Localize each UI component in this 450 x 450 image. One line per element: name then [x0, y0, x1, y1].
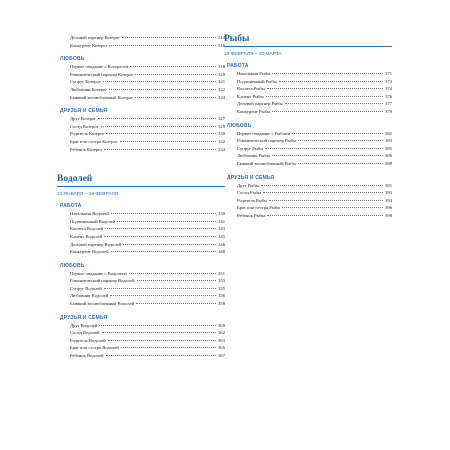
section-heading-family: ДРУЗЬЯ И СЕМЬЯ	[60, 108, 108, 115]
toc-entry-title: Ребенок Рыбы	[237, 212, 266, 218]
toc-entry-page-number: 324	[218, 94, 225, 100]
dot-leader	[109, 89, 216, 90]
toc-entry-title: Конкурент Козерог	[70, 42, 108, 48]
toc-entry-title: Друг Водолей	[70, 322, 98, 328]
toc-entry-page-number: 373	[385, 78, 392, 84]
toc-entry-title: Брат или сестра Рыбы	[237, 205, 281, 211]
toc-entry-title: Конкурент Рыбы	[237, 108, 271, 114]
toc-entry-title: Супруг Козерог	[70, 79, 101, 85]
toc-entry-page-number: 377	[385, 101, 392, 107]
toc-entry-page-number: 334	[218, 146, 225, 152]
toc-entry-title: Супруг Рыбы	[237, 145, 264, 151]
toc-entry-title: Начальник Рыбы	[237, 71, 271, 76]
dot-leader	[104, 149, 216, 150]
toc-entry-page-number: 329	[218, 123, 225, 129]
toc-entry[interactable]	[57, 225, 225, 233]
toc-entry[interactable]	[224, 137, 392, 145]
toc-entry[interactable]	[57, 337, 225, 345]
toc-entry-page-number: 379	[385, 108, 392, 114]
dot-leader	[105, 228, 216, 229]
dot-leader	[263, 192, 383, 193]
toc-entry-page-number: 327	[218, 116, 225, 122]
dot-leader	[267, 88, 383, 89]
toc-entry-page-number: 362	[218, 330, 225, 336]
dot-leader	[135, 74, 216, 75]
toc-entry[interactable]	[224, 160, 392, 168]
toc-entry-title: Первое свидание с Козерогом	[70, 64, 129, 70]
toc-entry-title: Романтический партнер Водолей	[70, 278, 135, 284]
dot-leader	[103, 81, 216, 82]
dot-leader	[292, 133, 383, 134]
section-heading-family: ДРУЗЬЯ И СЕМЬЯ	[227, 174, 275, 181]
toc-entry-page-number: 321	[218, 79, 225, 85]
toc-entry-page-number: 360	[218, 322, 225, 328]
dot-leader	[272, 111, 383, 112]
toc-entry-page-number: 316	[218, 42, 225, 48]
toc-entry[interactable]	[224, 70, 392, 78]
toc-entry-page-number: 355	[218, 285, 225, 291]
dot-leader	[102, 332, 216, 333]
toc-entry-title: Брат или сестра Водолей	[70, 345, 119, 351]
toc-entry[interactable]	[57, 241, 225, 249]
toc-entry[interactable]	[57, 138, 225, 146]
pisces-family-list	[224, 182, 392, 220]
toc-entry-page-number: 353	[218, 278, 225, 284]
toc-entry[interactable]	[57, 115, 225, 123]
toc-entry-title: Сосед Козерог	[70, 123, 99, 129]
toc-entry[interactable]	[224, 108, 392, 116]
toc-entry-page-number: 358	[218, 301, 225, 307]
toc-entry[interactable]	[224, 197, 392, 205]
toc-entry[interactable]	[57, 218, 225, 226]
capricorn-family-list	[57, 115, 225, 153]
toc-entry-title: Деловой партнер Водолей	[70, 241, 122, 247]
toc-right-column	[224, 34, 392, 220]
toc-entry-title: Коллега Водолей	[70, 226, 104, 232]
sign-dates-aquarius: 21 ЯНВАРЯ – 19 ФЕВРАЛЯ	[57, 192, 119, 198]
aquarius-family-list	[57, 322, 225, 360]
toc-entry[interactable]	[57, 42, 225, 50]
toc-entry-title: Подчиненный Водолей	[70, 218, 116, 224]
toc-entry-title: Сосед Рыбы	[237, 190, 262, 196]
toc-entry-page-number: 398	[385, 212, 392, 218]
toc-entry-title: Подчиненный Рыбы	[237, 78, 277, 84]
dot-leader	[123, 244, 216, 245]
toc-entry-page-number: 348	[218, 249, 225, 255]
toc-entry[interactable]	[224, 85, 392, 93]
toc-entry-page-number: 388	[385, 160, 392, 166]
toc-entry[interactable]	[57, 130, 225, 138]
toc-entry-page-number: 322	[218, 86, 225, 92]
toc-entry-title: Друг Рыбы	[237, 182, 259, 188]
toc-entry[interactable]	[57, 277, 225, 285]
dot-leader	[120, 141, 216, 142]
capricorn-work-tail	[57, 34, 225, 49]
toc-entry-page-number: 346	[218, 241, 225, 247]
toc-entry-title: Любовник Водолей	[70, 293, 109, 299]
toc-entry[interactable]	[57, 285, 225, 293]
toc-entry[interactable]	[57, 292, 225, 300]
toc-entry-title: Конкурент Водолей	[70, 249, 109, 255]
toc-entry-page-number: 391	[385, 182, 392, 188]
toc-entry-page-number: 374	[385, 86, 392, 92]
dot-leader	[137, 280, 217, 281]
dot-leader	[266, 96, 384, 97]
toc-entry[interactable]	[57, 270, 225, 278]
section-heading-work: РАБОТА	[227, 63, 249, 69]
toc-entry-title: Любовник Рыбы	[237, 153, 270, 159]
toc-entry-title: Супруг Водолей	[70, 285, 102, 291]
toc-entry-title: Родитель Рыбы	[237, 197, 268, 203]
toc-entry-title: Родитель Козерог	[70, 131, 105, 137]
toc-entry[interactable]	[224, 78, 392, 86]
toc-entry-title: Бывший возлюбленный Водолей	[70, 301, 135, 307]
dot-leader	[101, 126, 217, 127]
toc-entry-page-number: 396	[385, 205, 392, 211]
dot-leader	[272, 73, 383, 74]
toc-entry-page-number: 383	[385, 138, 392, 144]
toc-entry[interactable]	[224, 100, 392, 108]
toc-entry-page-number: 371	[385, 71, 392, 76]
dot-leader	[104, 288, 216, 289]
toc-entry-page-number: 385	[385, 145, 392, 151]
toc-entry-title: Бывший возлюбленный Рыбы	[237, 160, 296, 166]
dot-leader	[122, 37, 216, 38]
toc-entry-title: Брат или сестра Козерог	[70, 138, 118, 144]
dot-leader	[285, 103, 384, 104]
toc-entry[interactable]	[224, 130, 392, 138]
section-heading-family: ДРУЗЬЯ И СЕМЬЯ	[60, 314, 108, 321]
dot-leader	[136, 303, 216, 304]
toc-entry[interactable]	[57, 233, 225, 241]
toc-entry[interactable]	[57, 71, 225, 79]
toc-entry[interactable]	[224, 93, 392, 101]
aquarius-work-list	[57, 210, 225, 256]
dot-leader	[129, 273, 216, 274]
toc-entry-title: Деловой партнер Рыбы	[237, 101, 283, 107]
dot-leader	[269, 200, 383, 201]
dot-leader	[104, 236, 216, 237]
dot-leader	[272, 155, 383, 156]
capricorn-love-list	[57, 63, 225, 101]
section-heading-work: РАБОТА	[60, 203, 82, 210]
toc-entry-page-number: 330	[218, 131, 225, 137]
toc-entry-page-number: 314	[218, 35, 225, 40]
toc-entry[interactable]	[57, 352, 225, 360]
toc-entry-page-number: 343	[218, 226, 225, 232]
dot-leader	[109, 45, 216, 46]
dot-leader	[111, 251, 217, 252]
toc-entry-title: Начальник Водолей	[70, 211, 109, 217]
toc-entry-page-number: 351	[218, 270, 225, 276]
toc-list	[57, 34, 225, 49]
dot-leader	[267, 215, 383, 216]
toc-entry-page-number: 376	[385, 93, 392, 99]
dot-leader	[98, 118, 216, 119]
section-heading-love: ЛЮБОВЬ	[60, 56, 85, 63]
dot-leader	[117, 221, 216, 222]
toc-entry[interactable]	[57, 146, 225, 154]
toc-entry[interactable]	[57, 248, 225, 256]
dot-leader	[261, 185, 383, 186]
aquarius-love-list	[57, 270, 225, 308]
toc-entry-title: Сосед Водолей	[70, 330, 100, 336]
section-heading-love: ЛЮБОВЬ	[60, 262, 85, 269]
toc-entry-title: Клиент Рыбы	[237, 93, 264, 99]
dot-leader	[135, 97, 216, 98]
pisces-work-list	[224, 70, 392, 116]
toc-entry-page-number: 320	[218, 71, 225, 77]
toc-entry[interactable]	[57, 34, 225, 42]
toc-entry[interactable]	[57, 63, 225, 71]
toc-entry-title: Деловой партнер Козерог	[70, 35, 121, 40]
toc-entry[interactable]	[57, 300, 225, 308]
toc-entry[interactable]	[57, 329, 225, 337]
divider	[57, 186, 225, 187]
toc-entry-page-number: 394	[385, 197, 392, 203]
dot-leader	[108, 340, 217, 341]
toc-entry[interactable]	[57, 344, 225, 352]
toc-entry-title: Любовник Козерог	[70, 86, 108, 92]
toc-entry-page-number: 345	[218, 233, 225, 239]
toc-entry-title: Первое свидание с Водолеем	[70, 270, 127, 276]
toc-entry-page-number: 367	[218, 353, 225, 359]
toc-entry-title: Ребенок Козерог	[70, 146, 103, 152]
toc-entry-title: Клиент Водолей	[70, 233, 103, 239]
toc-entry-page-number: 339	[218, 211, 225, 217]
dot-leader	[265, 148, 383, 149]
toc-entry[interactable]	[224, 204, 392, 212]
toc-entry[interactable]	[224, 212, 392, 220]
dot-leader	[298, 140, 383, 141]
sign-title-aquarius: Водолей	[57, 174, 93, 185]
dot-leader	[99, 325, 216, 326]
dot-leader	[121, 347, 216, 348]
toc-entry-page-number: 332	[218, 138, 225, 144]
toc-entry[interactable]	[57, 123, 225, 131]
toc-entry-title: Романтический партнер Козерог	[70, 71, 134, 77]
dot-leader	[282, 207, 383, 208]
toc-entry-page-number: 382	[385, 130, 392, 136]
toc-entry[interactable]	[224, 189, 392, 197]
toc-entry-page-number: 341	[218, 218, 225, 224]
toc-entry[interactable]	[57, 210, 225, 218]
sign-title-pisces: Рыбы	[224, 34, 250, 44]
toc-entry[interactable]	[224, 182, 392, 190]
dot-leader	[111, 213, 216, 214]
toc-entry-title: Родитель Водолей	[70, 337, 106, 343]
toc-entry-title: Ребенок Водолей	[70, 353, 104, 359]
pisces-love-list	[224, 130, 392, 168]
toc-entry[interactable]	[57, 94, 225, 102]
sign-dates-pisces: 20 ФЕВРАЛЯ – 20 МАРТА	[224, 52, 282, 57]
toc-entry-title: Романтический партнер Рыбы	[237, 138, 297, 144]
toc-entry[interactable]	[224, 152, 392, 160]
toc-entry[interactable]	[57, 86, 225, 94]
toc-entry-title: Бывший возлюбленный Козерог	[70, 94, 134, 100]
dot-leader	[110, 295, 216, 296]
toc-entry-page-number: 386	[385, 153, 392, 159]
toc-entry-title: Коллега Рыбы	[237, 86, 265, 92]
toc-entry-page-number: 318	[218, 64, 225, 70]
dot-leader	[279, 81, 383, 82]
dot-leader	[130, 66, 216, 67]
toc-left-column	[57, 34, 225, 360]
toc-entry[interactable]	[224, 145, 392, 153]
dot-leader	[106, 355, 217, 356]
dot-leader	[106, 133, 216, 134]
divider	[224, 46, 392, 47]
toc-entry-page-number: 363	[218, 337, 225, 343]
toc-entry-page-number: 393	[385, 190, 392, 196]
dot-leader	[298, 163, 383, 164]
toc-entry[interactable]	[57, 78, 225, 86]
toc-entry-page-number: 365	[218, 345, 225, 351]
toc-entry[interactable]	[57, 322, 225, 330]
toc-entry-page-number: 356	[218, 293, 225, 299]
section-heading-love: ЛЮБОВЬ	[227, 122, 252, 129]
toc-entry-title: Первое свидание с Рыбами	[237, 130, 291, 136]
toc-entry-title: Друг Козерог	[70, 116, 97, 122]
